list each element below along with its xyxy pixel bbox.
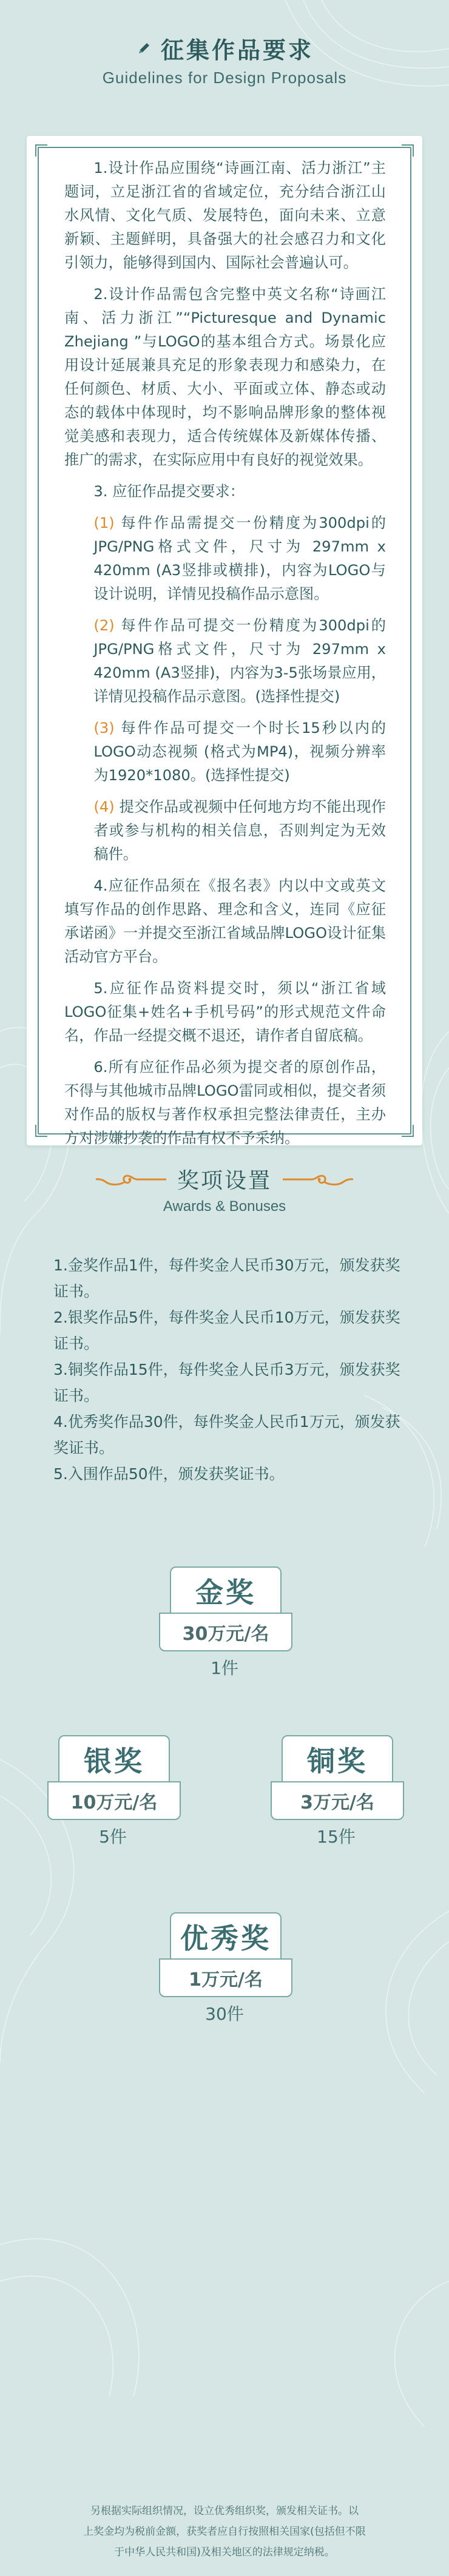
award-name: 铜奖 — [307, 1745, 368, 1778]
bronze-award-badge — [271, 1735, 402, 1847]
awards-title: 奖项设置 — [177, 1168, 272, 1193]
guidelines-title: 征集作品要求 — [160, 37, 314, 64]
item-text: 每件作品需提交一份精度为300dpi的JPG/PNG格式文件，尺寸为 297mm x 420mm (A3竖排或横排)，内容为LOGO与设计说明，详情见投稿作品示意图。 — [93, 514, 386, 602]
guideline-item-5: 5.应征作品资料提交时，须以“浙江省域LOGO征集+姓名+手机号码”的形式规范文件命名，作品一经提交概不退还，请作者自留底稿。 — [64, 980, 386, 1044]
cloud-ornament-icon — [282, 1169, 354, 1190]
guideline-item-3-2 — [64, 614, 386, 709]
award-name: 金奖 — [195, 1576, 256, 1609]
item-number: (3) — [93, 720, 115, 737]
award-item: 1.金奖作品1件，每件奖金人民币30万元，颁发获奖证书。 — [53, 1256, 400, 1300]
award-item: 5.入围作品50件，颁发获奖证书。 — [53, 1465, 285, 1483]
award-prize: 30万元/名 — [182, 1623, 269, 1645]
item-text: 每件作品可提交一份精度为300dpi的JPG/PNG格式文件，尺寸为 297mm x 420mm (A3竖排)，内容为3-5张场景应用，详情见投稿作品示意图。(选择性提交) — [93, 617, 386, 705]
award-item: 4.优秀奖作品30件，每件奖金人民币1万元，颁发获奖证书。 — [53, 1413, 400, 1457]
awards-footnote — [42, 2501, 407, 2563]
footnote-line: 另根据实际组织情况，设立优秀组织奖，颁发相关证书。以 — [90, 2505, 359, 2517]
item-text: 提交作品或视频中任何地方均不能出现作者或参与机构的相关信息，否则判定为无效稿件。 — [93, 798, 386, 863]
guidelines-card — [27, 136, 422, 1145]
guideline-item-1: 1.设计作品应围绕“诗画江南、活力浙江”主题词，立足浙江省的省域定位，充分结合浙江山水风情、文化气质、发展特色，面向未来、立意新颖、主题鲜明，具备强大的社会感召力和文化引领力，能够得到国内、国际社会普遍认可。 — [64, 160, 386, 271]
award-name: 优秀奖 — [180, 1922, 271, 1955]
item-number: (1) — [93, 514, 115, 531]
guidelines-text — [64, 157, 386, 1158]
item-number: (2) — [93, 617, 115, 634]
award-prize: 1万元/名 — [189, 1969, 263, 1991]
award-quantity: 15件 — [317, 1827, 356, 1847]
award-item: 2.银奖作品5件，每件奖金人民币10万元，颁发获奖证书。 — [53, 1309, 400, 1352]
footnote-line: 于中华人民共和国)及相关地区的法律规定纳税。 — [114, 2546, 335, 2558]
excellence-award-badge — [159, 1912, 290, 2024]
silver-award-badge — [47, 1735, 178, 1847]
award-prize: 10万元/名 — [70, 1792, 158, 1813]
guideline-item-3: 3. 应征作品提交要求： — [93, 483, 245, 500]
award-prize: 3万元/名 — [300, 1792, 374, 1813]
guideline-item-6: 6.所有应征作品必须为提交者的原创作品，不得与其他城市品牌LOGO雷同或相似，提交者须对作品的版权与著作权承担完整法律责任，主办方对涉嫌抄袭的作品有权不予采纳。 — [64, 1059, 386, 1147]
guideline-item-2: 2.设计作品需包含完整中英文名称“诗画江南、活力浙江”“Picturesque and Dynamic Zhejiang ”与LOGO的基本组合方式。场景化应用设计延展兼具充足的形象表现力和感染力，在任何颜色、材质、大小、平面或立体、静态或动态的载体中体现时，均不影响品牌形象的整体视觉美感和表现力，适合传统媒体及新媒体传播、推广的需求，在实际应用中有良好的视觉效果。 — [64, 286, 386, 468]
guideline-item-3-1 — [64, 511, 386, 606]
awards-header — [0, 1164, 449, 1215]
guideline-item-3-4 — [64, 795, 386, 866]
award-quantity: 30件 — [205, 2004, 244, 2024]
item-number: (4) — [93, 798, 115, 815]
award-name: 银奖 — [84, 1745, 144, 1778]
guideline-item-3-3 — [64, 716, 386, 787]
guidelines-header — [0, 32, 449, 87]
award-quantity: 1件 — [211, 1658, 238, 1678]
award-item: 3.铜奖作品15件，每件奖金人民币3万元，颁发获奖证书。 — [53, 1361, 400, 1404]
gold-award-badge — [159, 1566, 290, 1678]
awards-list — [53, 1252, 405, 1487]
footnote-line: 上奖金均为税前金额，获奖者应自行按照相关国家(包括但不限 — [83, 2526, 366, 2538]
award-quantity: 5件 — [99, 1827, 127, 1847]
guidelines-subtitle: Guidelines for Design Proposals — [102, 69, 347, 87]
pen-icon — [135, 40, 152, 57]
guideline-item-4: 4.应征作品须在《报名表》内以中文或英文填写作品的创作思路、理念和含义，连同《应征承诺函》一并提交至浙江省域品牌LOGO设计征集活动官方平台。 — [64, 877, 386, 965]
item-text: 每件作品可提交一个时长15秒以内的LOGO动态视频 (格式为MP4)，视频分辨率为1920*1080。(选择性提交) — [93, 720, 386, 784]
awards-subtitle: Awards & Bonuses — [163, 1198, 286, 1215]
cloud-ornament-icon — [95, 1169, 167, 1190]
